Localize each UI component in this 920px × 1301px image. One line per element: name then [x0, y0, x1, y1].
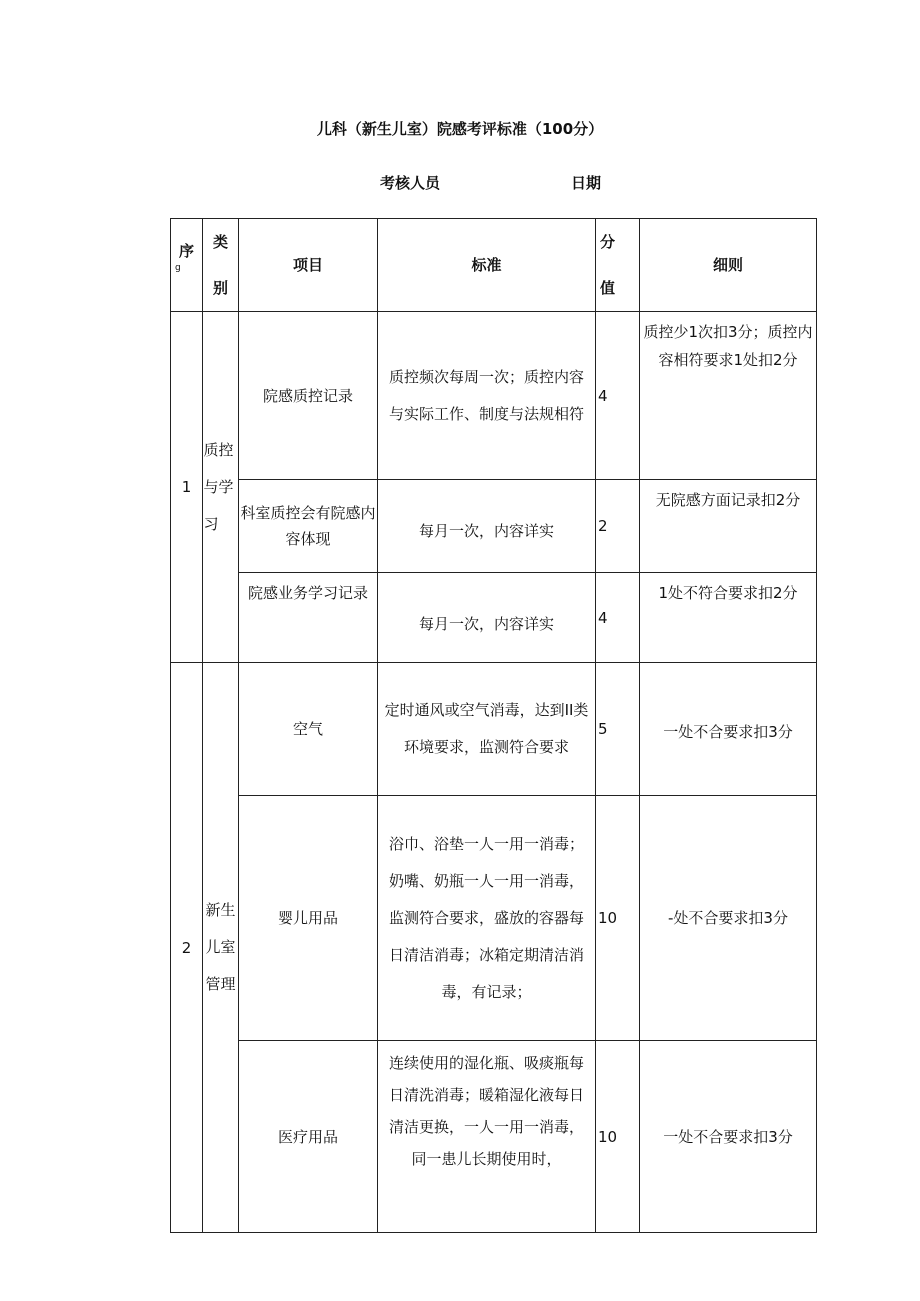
table-row	[171, 796, 817, 1041]
row3-score: 4	[596, 573, 640, 663]
header-detail: 细则	[640, 219, 817, 312]
row2-standard: 每月一次，内容详实	[378, 480, 596, 573]
row2-score: 2	[596, 480, 640, 573]
row3-detail: 1处不符合要求扣2分	[640, 573, 817, 663]
table-row	[171, 663, 817, 796]
header-category-label: 类别	[212, 233, 228, 297]
table-row	[171, 312, 817, 480]
header-category	[203, 219, 239, 312]
group2-category-cell	[203, 663, 239, 1233]
header-item: 项目	[239, 219, 378, 312]
evaluation-table	[170, 218, 817, 1233]
row4-detail: 一处不合要求扣3分	[640, 663, 817, 796]
row6-standard: 连续使用的湿化瓶、吸痰瓶每日清洗消毒；暖箱湿化液每日清洁更换，一人一用一消毒，同一患儿长期使用时，	[378, 1041, 596, 1233]
row6-detail: 一处不合要求扣3分	[640, 1041, 817, 1233]
row1-standard: 质控频次每周一次；质控内容与实际工作、制度与法规相符	[378, 312, 596, 480]
row5-detail: -处不合要求扣3分	[640, 796, 817, 1041]
row5-score: 10	[596, 796, 640, 1041]
row6-score: 10	[596, 1041, 640, 1233]
row4-score: 5	[596, 663, 640, 796]
examiner-label: 考核人员	[380, 174, 441, 192]
header-standard: 标准	[378, 219, 596, 312]
row1-score: 4	[596, 312, 640, 480]
row4-standard: 定时通风或空气消毒，达到II类环境要求，监测符合要求	[378, 663, 596, 796]
row3-standard: 每月一次，内容详实	[378, 573, 596, 663]
header-score-label: 分值	[600, 233, 616, 297]
table-row	[171, 573, 817, 663]
header-seq-mark: g	[175, 263, 181, 273]
row6-item: 医疗用品	[239, 1041, 378, 1233]
group1-category: 质控与学习	[203, 440, 234, 533]
group1-seq: 1	[171, 312, 203, 663]
row5-standard: 浴巾、浴垫一人一用一消毒；奶嘴、奶瓶一人一用一消毒，监测符合要求，盛放的容器每日清洁消毒；冰箱定期清洁消毒，有记录；	[378, 796, 596, 1041]
row1-detail: 质控少1次扣3分；质控内容相符要求1处扣2分	[640, 312, 817, 480]
group2-category: 新生儿室管理	[205, 901, 236, 993]
header-score	[596, 219, 640, 312]
row4-item: 空气	[239, 663, 378, 796]
row5-item: 婴儿用品	[239, 796, 378, 1041]
table-header-row	[171, 219, 817, 312]
row2-item: 科室质控会有院感内容体现	[239, 480, 378, 573]
date-label: 日期	[571, 174, 602, 192]
header-seq-label: 序	[178, 242, 194, 260]
table-row	[171, 1041, 817, 1233]
page-title: 儿科（新生儿室）院感考评标准（100分）	[316, 120, 604, 138]
group1-category-cell	[203, 312, 239, 663]
table-row	[171, 480, 817, 573]
row2-detail: 无院感方面记录扣2分	[640, 480, 817, 573]
header-seq	[171, 219, 203, 312]
row1-item: 院感质控记录	[239, 312, 378, 480]
group2-seq: 2	[171, 663, 203, 1233]
row3-item: 院感业务学习记录	[239, 573, 378, 663]
